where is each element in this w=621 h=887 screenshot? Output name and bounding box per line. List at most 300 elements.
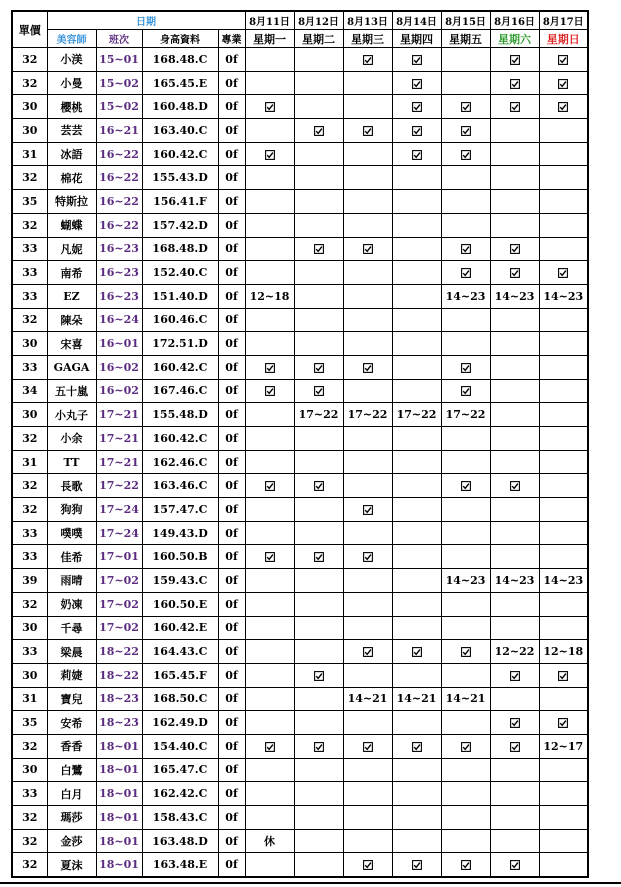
- day-cell-checked: [294, 663, 343, 687]
- price-cell: 30: [12, 332, 47, 356]
- day-cell-checked: [392, 640, 441, 664]
- day-cell-checked: [539, 663, 588, 687]
- day-cell-checked: [392, 142, 441, 166]
- checked-box-icon: [314, 742, 324, 752]
- pro-cell: 0f: [218, 498, 245, 522]
- day-cell-empty: [343, 213, 392, 237]
- day-cell-empty: [294, 95, 343, 119]
- header-row-bottom: [12, 30, 588, 48]
- day-cell-empty: [392, 213, 441, 237]
- checked-box-icon: [461, 647, 471, 657]
- body-data-cell: 160.50.E: [142, 592, 218, 616]
- weekday-header: 星期一: [245, 30, 294, 48]
- day-cell-empty: [392, 450, 441, 474]
- table-row: [12, 142, 588, 166]
- day-cell-empty: [539, 474, 588, 498]
- day-cell-empty: [490, 332, 539, 356]
- price-cell: 32: [12, 592, 47, 616]
- price-cell: 30: [12, 95, 47, 119]
- pro-cell: 0f: [218, 48, 245, 72]
- day-cell-empty: [392, 616, 441, 640]
- shift-cell: 18~22: [96, 640, 142, 664]
- shift-cell: 16~22: [96, 166, 142, 190]
- day-cell-empty: [343, 95, 392, 119]
- day-cell-empty: [245, 616, 294, 640]
- price-cell: 30: [12, 663, 47, 687]
- body-data-cell: 162.42.C: [142, 782, 218, 806]
- table-row: [12, 758, 588, 782]
- price-cell: 32: [12, 806, 47, 830]
- day-cell-empty: [294, 521, 343, 545]
- shift-cell: 16~22: [96, 142, 142, 166]
- checked-box-icon: [461, 386, 471, 396]
- body-data-cell: 160.46.C: [142, 308, 218, 332]
- day-cell-empty: [392, 829, 441, 853]
- stylist-name-cell: 特斯拉: [47, 190, 96, 214]
- day-cell-checked: [343, 734, 392, 758]
- weekday-header: 星期三: [343, 30, 392, 48]
- table-row: [12, 640, 588, 664]
- day-cell-checked: [294, 379, 343, 403]
- day-cell-checked: [441, 119, 490, 143]
- checked-box-icon: [265, 742, 275, 752]
- checked-box-icon: [363, 505, 373, 515]
- day-cell-empty: [245, 166, 294, 190]
- table-row: [12, 379, 588, 403]
- checked-box-icon: [461, 742, 471, 752]
- table-row: [12, 474, 588, 498]
- day-cell-checked: [539, 48, 588, 72]
- body-data-cell: 158.43.C: [142, 806, 218, 830]
- stylist-name-cell: 陳朵: [47, 308, 96, 332]
- day-cell-checked: [441, 261, 490, 285]
- pro-cell: 0f: [218, 711, 245, 735]
- checked-box-icon: [412, 126, 422, 136]
- body-data-cell: 157.42.D: [142, 213, 218, 237]
- day-cell-empty: [490, 119, 539, 143]
- price-cell: 33: [12, 640, 47, 664]
- body-data-cell: 165.47.C: [142, 758, 218, 782]
- day-cell-checked: [343, 545, 392, 569]
- stylist-name-cell: 香香: [47, 734, 96, 758]
- body-data-cell: 160.42.C: [142, 142, 218, 166]
- shift-cell: 15~02: [96, 95, 142, 119]
- shift-cell: 16~22: [96, 190, 142, 214]
- day-cell-empty: [294, 616, 343, 640]
- day-cell-empty: [490, 427, 539, 451]
- shift-cell: 18~01: [96, 829, 142, 853]
- day-cell-checked: [245, 379, 294, 403]
- day-cell-empty: [245, 711, 294, 735]
- table-row: [12, 545, 588, 569]
- stylist-name-cell: 蝴蝶: [47, 213, 96, 237]
- day-cell-empty: [294, 853, 343, 877]
- price-cell: 32: [12, 48, 47, 72]
- stylist-name-cell: 櫻桃: [47, 95, 96, 119]
- day-cell-empty: [294, 166, 343, 190]
- weekday-header: 星期五: [441, 30, 490, 48]
- checked-box-icon: [510, 244, 520, 254]
- date-header: 8月17日: [539, 11, 588, 30]
- checked-box-icon: [314, 671, 324, 681]
- day-cell-empty: [490, 829, 539, 853]
- body-data-cell: 151.40.D: [142, 284, 218, 308]
- day-cell-empty: [490, 403, 539, 427]
- stylist-name-cell: 瑪莎: [47, 806, 96, 830]
- day-cell-empty: [294, 498, 343, 522]
- day-cell-empty: [392, 782, 441, 806]
- table-row: [12, 521, 588, 545]
- day-cell-value: 17~22: [343, 403, 392, 427]
- checked-box-icon: [558, 671, 568, 681]
- pro-cell: 0f: [218, 758, 245, 782]
- checked-box-icon: [412, 102, 422, 112]
- day-cell-empty: [245, 498, 294, 522]
- day-cell-empty: [539, 521, 588, 545]
- price-cell: 33: [12, 355, 47, 379]
- body-data-cell: 160.50.B: [142, 545, 218, 569]
- date-header: 8月15日: [441, 11, 490, 30]
- stylist-name-cell: 凡妮: [47, 237, 96, 261]
- day-cell-empty: [490, 758, 539, 782]
- checked-box-icon: [265, 150, 275, 160]
- day-cell-empty: [490, 782, 539, 806]
- day-cell-checked: [343, 119, 392, 143]
- day-cell-empty: [343, 332, 392, 356]
- day-cell-empty: [392, 261, 441, 285]
- shift-cell: 17~21: [96, 450, 142, 474]
- day-cell-empty: [294, 71, 343, 95]
- checked-box-icon: [314, 481, 324, 491]
- table-row: [12, 284, 588, 308]
- pro-cell: 0f: [218, 237, 245, 261]
- day-cell-empty: [539, 853, 588, 877]
- table-row: [12, 261, 588, 285]
- day-cell-empty: [392, 355, 441, 379]
- day-cell-empty: [343, 782, 392, 806]
- day-cell-value: 12~18: [539, 640, 588, 664]
- day-cell-empty: [441, 592, 490, 616]
- day-cell-value: 12~18: [245, 284, 294, 308]
- body-data-cell: 163.40.C: [142, 119, 218, 143]
- day-cell-empty: [245, 640, 294, 664]
- table-row: [12, 498, 588, 522]
- table-row: [12, 829, 588, 853]
- day-cell-empty: [392, 166, 441, 190]
- day-cell-checked: [441, 734, 490, 758]
- day-cell-checked: [245, 355, 294, 379]
- pro-cell: 0f: [218, 687, 245, 711]
- day-cell-empty: [343, 166, 392, 190]
- shift-cell: 17~01: [96, 545, 142, 569]
- day-cell-value: 14~21: [441, 687, 490, 711]
- day-cell-empty: [441, 782, 490, 806]
- pro-cell: 0f: [218, 734, 245, 758]
- day-cell-empty: [245, 521, 294, 545]
- table-row: [12, 663, 588, 687]
- price-cell: 32: [12, 853, 47, 877]
- checked-box-icon: [461, 102, 471, 112]
- price-cell: 31: [12, 687, 47, 711]
- table-row: [12, 119, 588, 143]
- day-cell-empty: [441, 829, 490, 853]
- body-data-cell: 168.48.C: [142, 48, 218, 72]
- shift-cell: 16~02: [96, 379, 142, 403]
- day-cell-empty: [441, 332, 490, 356]
- stylist-name-cell: 金莎: [47, 829, 96, 853]
- table-row: [12, 237, 588, 261]
- day-cell-value: 12~17: [539, 734, 588, 758]
- day-cell-checked: [490, 71, 539, 95]
- checked-box-icon: [510, 481, 520, 491]
- shift-cell: 18~22: [96, 663, 142, 687]
- day-cell-empty: [539, 332, 588, 356]
- body-data-cell: 149.43.D: [142, 521, 218, 545]
- day-cell-empty: [392, 237, 441, 261]
- price-cell: 32: [12, 166, 47, 190]
- day-cell-empty: [441, 308, 490, 332]
- checked-box-icon: [412, 55, 422, 65]
- day-cell-value: 17~22: [392, 403, 441, 427]
- day-cell-empty: [539, 782, 588, 806]
- stylist-name-cell: 小渼: [47, 48, 96, 72]
- day-cell-value: 休: [245, 829, 294, 853]
- pro-cell: 0f: [218, 450, 245, 474]
- day-cell-empty: [441, 616, 490, 640]
- day-cell-empty: [245, 261, 294, 285]
- table-row: [12, 687, 588, 711]
- body-data-cell: 154.40.C: [142, 734, 218, 758]
- pro-cell: 0f: [218, 569, 245, 593]
- day-cell-empty: [441, 213, 490, 237]
- day-cell-empty: [539, 119, 588, 143]
- price-cell: 32: [12, 71, 47, 95]
- table-row: [12, 450, 588, 474]
- day-cell-empty: [392, 284, 441, 308]
- day-cell-empty: [343, 663, 392, 687]
- day-cell-value: 14~23: [490, 569, 539, 593]
- price-cell: 32: [12, 474, 47, 498]
- day-cell-empty: [539, 545, 588, 569]
- body-data-cell: 172.51.D: [142, 332, 218, 356]
- checked-box-icon: [314, 126, 324, 136]
- day-cell-empty: [245, 213, 294, 237]
- day-cell-empty: [441, 711, 490, 735]
- day-cell-empty: [294, 261, 343, 285]
- day-cell-empty: [343, 308, 392, 332]
- day-cell-empty: [392, 308, 441, 332]
- table-row: [12, 592, 588, 616]
- body-data-cell: 165.45.F: [142, 663, 218, 687]
- day-cell-empty: [245, 592, 294, 616]
- pro-cell: 0f: [218, 119, 245, 143]
- body-header: 身高資料: [142, 30, 218, 48]
- table-row: [12, 734, 588, 758]
- stylist-name-cell: GAGA: [47, 355, 96, 379]
- day-cell-empty: [343, 592, 392, 616]
- day-cell-checked: [392, 119, 441, 143]
- day-cell-empty: [294, 48, 343, 72]
- day-cell-empty: [539, 687, 588, 711]
- day-cell-empty: [490, 166, 539, 190]
- day-cell-checked: [245, 734, 294, 758]
- body-data-cell: 168.50.C: [142, 687, 218, 711]
- pro-cell: 0f: [218, 142, 245, 166]
- day-cell-checked: [441, 379, 490, 403]
- shift-cell: 18~23: [96, 687, 142, 711]
- shift-cell: 16~02: [96, 355, 142, 379]
- checked-box-icon: [363, 363, 373, 373]
- table-row: [12, 782, 588, 806]
- day-cell-empty: [245, 806, 294, 830]
- day-cell-empty: [245, 687, 294, 711]
- body-data-cell: 162.49.D: [142, 711, 218, 735]
- day-cell-empty: [490, 142, 539, 166]
- day-cell-empty: [294, 782, 343, 806]
- day-cell-checked: [245, 142, 294, 166]
- checked-box-icon: [265, 386, 275, 396]
- day-cell-empty: [490, 450, 539, 474]
- day-cell-checked: [539, 261, 588, 285]
- checked-box-icon: [461, 268, 471, 278]
- price-cell: 32: [12, 308, 47, 332]
- checked-box-icon: [558, 268, 568, 278]
- checked-box-icon: [558, 55, 568, 65]
- day-cell-empty: [343, 806, 392, 830]
- day-cell-empty: [245, 758, 294, 782]
- day-cell-empty: [441, 48, 490, 72]
- price-cell: 32: [12, 427, 47, 451]
- day-cell-checked: [343, 498, 392, 522]
- shift-cell: 17~24: [96, 521, 142, 545]
- table-row: [12, 569, 588, 593]
- day-cell-checked: [441, 237, 490, 261]
- day-cell-checked: [490, 734, 539, 758]
- day-cell-empty: [294, 687, 343, 711]
- day-cell-empty: [539, 308, 588, 332]
- pro-cell: 0f: [218, 190, 245, 214]
- checked-box-icon: [412, 647, 422, 657]
- day-cell-checked: [392, 71, 441, 95]
- day-cell-empty: [343, 379, 392, 403]
- day-cell-value: 17~22: [294, 403, 343, 427]
- checked-box-icon: [461, 481, 471, 491]
- day-cell-value: 14~23: [441, 569, 490, 593]
- day-cell-value: 14~23: [539, 569, 588, 593]
- shift-header: 班次: [96, 30, 142, 48]
- shift-cell: 17~02: [96, 569, 142, 593]
- day-cell-empty: [343, 261, 392, 285]
- day-cell-empty: [392, 663, 441, 687]
- pro-cell: 0f: [218, 71, 245, 95]
- day-cell-empty: [294, 332, 343, 356]
- header-row-top: [12, 11, 588, 30]
- stylist-name-cell: EZ: [47, 284, 96, 308]
- day-cell-checked: [490, 853, 539, 877]
- shift-cell: 16~21: [96, 119, 142, 143]
- body-data-cell: 163.48.D: [142, 829, 218, 853]
- table-row: [12, 95, 588, 119]
- date-header: 8月12日: [294, 11, 343, 30]
- day-cell-empty: [441, 71, 490, 95]
- day-cell-empty: [490, 379, 539, 403]
- pro-cell: 0f: [218, 427, 245, 451]
- day-cell-empty: [392, 427, 441, 451]
- shift-cell: 17~02: [96, 616, 142, 640]
- price-cell: 34: [12, 379, 47, 403]
- day-cell-checked: [392, 853, 441, 877]
- day-cell-empty: [392, 379, 441, 403]
- body-data-cell: 164.43.C: [142, 640, 218, 664]
- day-cell-checked: [343, 640, 392, 664]
- stylist-name-cell: 小丸子: [47, 403, 96, 427]
- day-cell-empty: [490, 521, 539, 545]
- day-cell-checked: [539, 95, 588, 119]
- day-cell-empty: [245, 403, 294, 427]
- checked-box-icon: [314, 363, 324, 373]
- day-cell-empty: [343, 569, 392, 593]
- day-cell-checked: [441, 474, 490, 498]
- table-row: [12, 71, 588, 95]
- checked-box-icon: [314, 386, 324, 396]
- day-cell-empty: [294, 427, 343, 451]
- day-cell-empty: [343, 474, 392, 498]
- day-cell-empty: [441, 450, 490, 474]
- checked-box-icon: [510, 860, 520, 870]
- day-cell-empty: [343, 616, 392, 640]
- day-cell-empty: [245, 237, 294, 261]
- body-data-cell: 168.48.D: [142, 237, 218, 261]
- pro-cell: 0f: [218, 308, 245, 332]
- pro-cell: 0f: [218, 379, 245, 403]
- checked-box-icon: [461, 244, 471, 254]
- pro-cell: 0f: [218, 616, 245, 640]
- table-row: [12, 332, 588, 356]
- pro-cell: 0f: [218, 521, 245, 545]
- stylist-name-cell: 狗狗: [47, 498, 96, 522]
- checked-box-icon: [363, 126, 373, 136]
- day-cell-checked: [441, 95, 490, 119]
- day-cell-checked: [490, 95, 539, 119]
- pro-cell: 0f: [218, 474, 245, 498]
- day-cell-empty: [441, 190, 490, 214]
- price-cell: 39: [12, 569, 47, 593]
- day-cell-checked: [490, 711, 539, 735]
- body-data-cell: 152.40.C: [142, 261, 218, 285]
- checked-box-icon: [412, 860, 422, 870]
- checked-box-icon: [510, 268, 520, 278]
- table-row: [12, 427, 588, 451]
- stylist-name-cell: 安希: [47, 711, 96, 735]
- price-cell: 35: [12, 711, 47, 735]
- day-cell-empty: [392, 806, 441, 830]
- day-cell-empty: [441, 166, 490, 190]
- day-cell-empty: [490, 592, 539, 616]
- day-cell-empty: [294, 640, 343, 664]
- day-cell-empty: [392, 711, 441, 735]
- day-cell-empty: [343, 521, 392, 545]
- checked-box-icon: [265, 481, 275, 491]
- day-cell-value: 14~23: [441, 284, 490, 308]
- price-header: 單價: [12, 11, 47, 48]
- day-cell-checked: [294, 545, 343, 569]
- day-cell-empty: [245, 663, 294, 687]
- stylist-name-cell: 冰語: [47, 142, 96, 166]
- shift-cell: 17~21: [96, 427, 142, 451]
- day-cell-empty: [245, 308, 294, 332]
- shift-cell: 16~23: [96, 284, 142, 308]
- day-cell-empty: [490, 687, 539, 711]
